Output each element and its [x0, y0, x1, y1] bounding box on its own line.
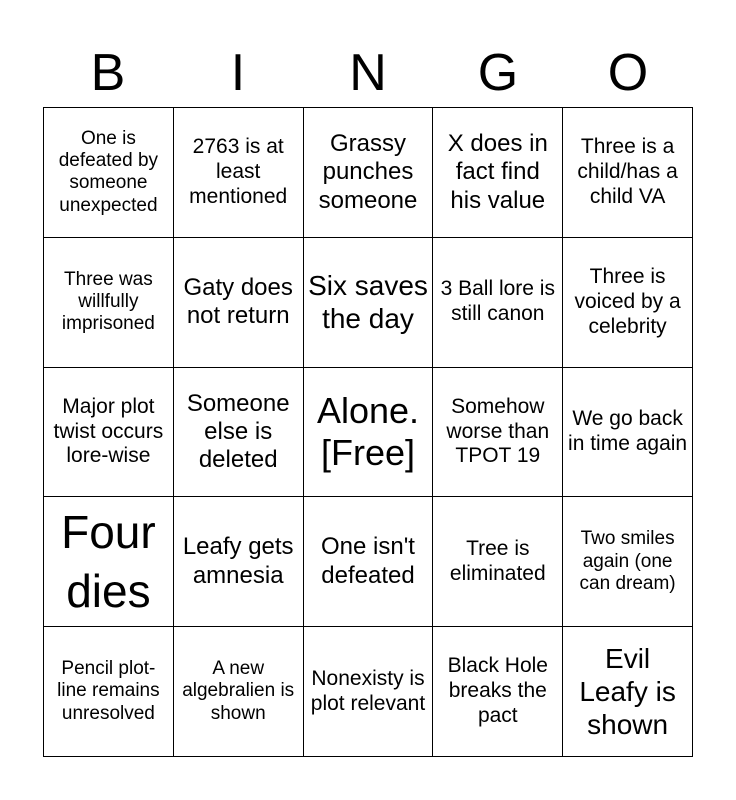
bingo-cell[interactable]: [433, 238, 563, 368]
bingo-cell[interactable]: [174, 108, 304, 238]
bingo-cell[interactable]: [563, 108, 693, 238]
bingo-cell[interactable]: [44, 368, 174, 498]
bingo-cell[interactable]: [44, 238, 174, 368]
cell-text: Four dies: [61, 505, 156, 617]
header-letter-n: N: [349, 44, 387, 102]
cell-text: Three is a child/has a child VA: [577, 135, 678, 208]
bingo-cell[interactable]: [563, 497, 693, 627]
cell-text: 2763 is at least mentioned: [189, 135, 288, 208]
cell-text: Nonexisty is plot relevant: [310, 666, 426, 715]
cell-text: Evil Leafy is shown: [579, 643, 676, 741]
cell-text: Three was willfully imprisoned: [61, 268, 155, 335]
cell-text: We go back in time again: [568, 407, 688, 455]
bingo-cell[interactable]: [304, 108, 434, 238]
bingo-cell[interactable]: [174, 368, 304, 498]
cell-text: Tree is eliminated: [449, 537, 546, 585]
bingo-grid: [43, 107, 693, 757]
cell-text: Pencil plot-line remains unresolved: [57, 657, 160, 724]
cell-text: Gaty does not return: [183, 273, 293, 330]
cell-text: Three is voiced by a celebrity: [574, 265, 681, 338]
header-letter-g: G: [477, 44, 519, 102]
bingo-cell[interactable]: [563, 368, 693, 498]
bingo-cell[interactable]: [174, 497, 304, 627]
cell-text: Two smiles again (one can dream): [579, 528, 676, 594]
bingo-cell[interactable]: [304, 627, 434, 757]
bingo-cell[interactable]: [174, 238, 304, 368]
header-letter-i: I: [230, 44, 246, 102]
bingo-cell[interactable]: [174, 627, 304, 757]
bingo-cell[interactable]: [433, 627, 563, 757]
bingo-cell[interactable]: [433, 368, 563, 498]
bingo-cell[interactable]: [304, 238, 434, 368]
cell-text: One is defeated by someone unexpected: [58, 127, 159, 216]
cell-text: X does in fact find his value: [447, 129, 548, 214]
cell-text: Major plot twist occurs lore-wise: [53, 394, 164, 468]
bingo-cell[interactable]: [44, 108, 174, 238]
header-letter-b: B: [90, 44, 126, 102]
cell-text: Black Hole breaks the pact: [447, 654, 548, 727]
bingo-cell[interactable]: [563, 627, 693, 757]
bingo-cell[interactable]: [563, 238, 693, 368]
cell-text: Somehow worse than TPOT 19: [446, 394, 550, 468]
bingo-cell[interactable]: [44, 497, 174, 627]
free-space-cell[interactable]: [304, 368, 434, 498]
cell-text: Leafy gets amnesia: [182, 533, 294, 589]
cell-text: Six saves the day: [308, 270, 428, 335]
header-letter-o: O: [607, 44, 649, 102]
cell-text: A new algebralien is shown: [182, 657, 295, 724]
bingo-cell[interactable]: [304, 497, 434, 627]
bingo-cell[interactable]: [433, 108, 563, 238]
bingo-header: [43, 38, 693, 108]
bingo-cell[interactable]: [433, 497, 563, 627]
bingo-cell[interactable]: [44, 627, 174, 757]
cell-text: Grassy punches someone: [318, 129, 418, 214]
cell-text: 3 Ball lore is still canon: [440, 277, 555, 326]
cell-text: Someone else is deleted: [186, 389, 290, 474]
cell-text: One isn't defeated: [321, 533, 415, 589]
cell-text: Alone. [Free]: [316, 389, 420, 473]
